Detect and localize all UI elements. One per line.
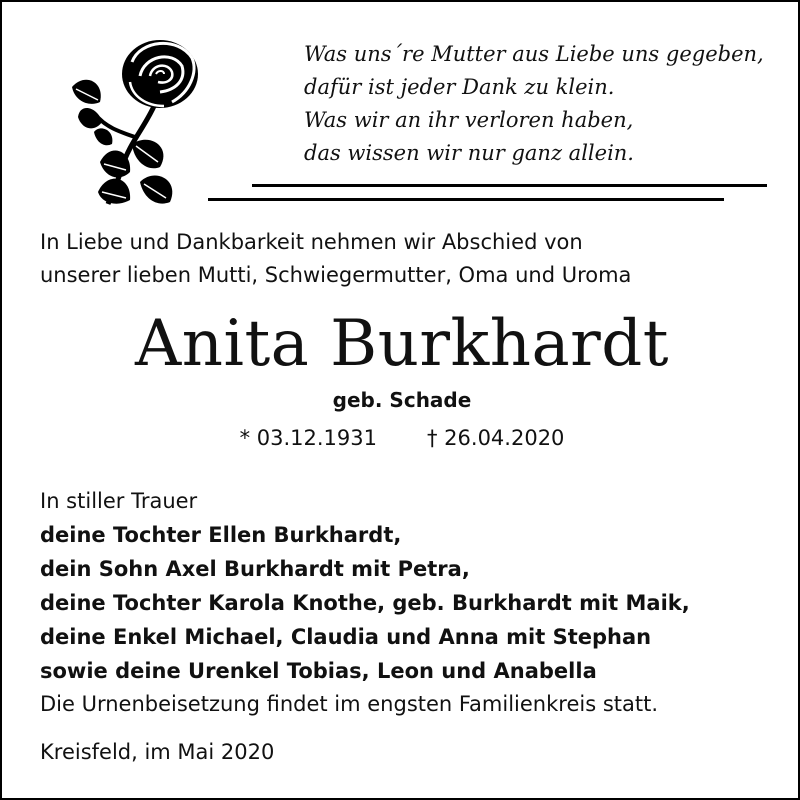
poem-line: dafür ist jeder Dank zu klein. — [304, 75, 615, 99]
poem-line: Was uns´re Mutter aus Liebe uns gegeben, — [304, 42, 764, 66]
rose-icon — [60, 32, 200, 207]
birth-date: * 03.12.1931 — [239, 426, 377, 450]
life-dates — [2, 426, 800, 450]
mourner-line: deine Tochter Ellen Burkhardt, — [40, 523, 402, 547]
mourner-line: deine Enkel Michael, Claudia und Anna mit Stephan — [40, 625, 652, 649]
poem-line: Was wir an ihr verloren haben, — [304, 108, 634, 132]
deceased-name: Anita Burkhardt — [135, 307, 669, 381]
mourners-list — [40, 484, 790, 688]
divider-line — [208, 198, 724, 201]
memorial-poem — [304, 38, 784, 170]
intro-line: In Liebe und Dankbarkeit nehmen wir Abschied von — [40, 230, 583, 254]
death-date: † 26.04.2020 — [427, 426, 565, 450]
mourner-line: sowie deine Urenkel Tobias, Leon und Anabella — [40, 659, 597, 683]
mourners-lead: In stiller Trauer — [40, 489, 198, 513]
divider-line — [252, 184, 767, 187]
place-date: Kreisfeld, im Mai 2020 — [40, 740, 275, 764]
burial-note: Die Urnenbeisetzung findet im engsten Familienkreis statt. — [40, 692, 659, 716]
mourner-line: dein Sohn Axel Burkhardt mit Petra, — [40, 557, 470, 581]
intro-text — [40, 226, 780, 292]
poem-line: das wissen wir nur ganz allein. — [304, 141, 634, 165]
intro-line: unserer lieben Mutti, Schwiegermutter, Oma und Uroma — [40, 263, 632, 287]
maiden-name: geb. Schade — [332, 388, 472, 412]
mourner-line: deine Tochter Karola Knothe, geb. Burkhardt mit Maik, — [40, 591, 690, 615]
